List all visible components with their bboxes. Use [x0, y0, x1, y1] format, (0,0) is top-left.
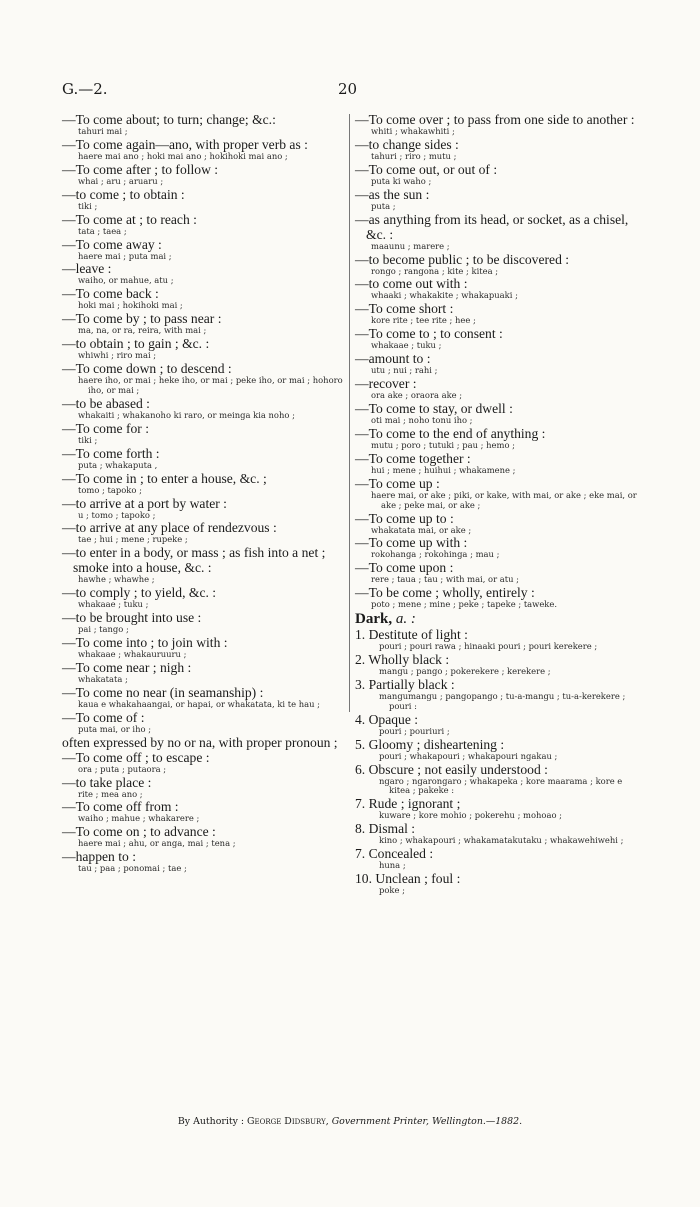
sense-english: Unclean ; foul :	[375, 871, 461, 887]
maori-translation: maaunu ; marere ;	[371, 240, 450, 251]
imprint-prefix: By Authority :	[177, 1116, 245, 1127]
maori-translation: haere mai ; puta mai ;	[78, 250, 172, 261]
english-phrase: —to be abased :	[62, 395, 150, 411]
english-phrase: —To come out, or out of :	[355, 161, 498, 177]
dictionary-entry	[62, 162, 345, 187]
dictionary-entry	[355, 560, 637, 585]
english-phrase: —To come over ; to pass from one side to another :	[355, 112, 635, 127]
english-phrase: —To come of :	[62, 709, 145, 725]
maori-translation: rokohanga ; rokohinga ; mau ;	[371, 549, 500, 560]
english-phrase: —To come by ; to pass near :	[62, 311, 222, 327]
dictionary-entry	[62, 750, 345, 775]
sense-entry	[355, 677, 637, 712]
sense-maori: ngaro ; ngarongaro ; whakapeka ; kore maarama ; kore e kitea ; pakeke :	[379, 775, 623, 796]
sense-maori: poke ;	[379, 885, 405, 896]
english-phrase: —To come about; to turn; change; &c.:	[62, 112, 276, 127]
dictionary-entry	[355, 187, 637, 212]
maori-translation: tiki ;	[78, 434, 98, 445]
dictionary-entry	[355, 351, 637, 376]
maori-translation: tahuri mai ;	[78, 126, 128, 136]
sense-maori: mangu ; pango ; pokerekere ; kerekere ;	[379, 666, 551, 677]
dictionary-entry	[355, 137, 637, 162]
dictionary-entry	[62, 660, 345, 685]
dictionary-entry	[62, 137, 345, 162]
maori-translation: whakaae ; whakauruuru ;	[78, 649, 187, 660]
maori-translation: puta mai, or iho ;	[78, 723, 152, 734]
dictionary-entry	[62, 849, 345, 874]
maori-translation: whakaiti ; whakanoho ki raro, or meinga kia noho ;	[78, 409, 295, 420]
english-phrase: —To come down ; to descend :	[62, 361, 232, 377]
english-phrase: —to become public ; to be discovered :	[355, 251, 570, 267]
dictionary-entry	[355, 376, 637, 401]
english-phrase: —To come into ; to join with :	[62, 635, 228, 651]
right-entries	[355, 112, 637, 610]
english-phrase: —leave :	[62, 261, 112, 277]
maori-translation: mutu ; poro ; tutuki ; pau ; hemo ;	[371, 439, 515, 450]
sense-english: Rude ; ignorant ;	[368, 796, 461, 812]
dictionary-entry	[62, 361, 345, 396]
maori-translation: tahuri ; riro ; mutu ;	[371, 150, 457, 161]
maori-translation: hawhe ; whawhe ;	[78, 574, 155, 585]
english-phrase: —To come after ; to follow :	[62, 161, 219, 177]
sense-number: 2.	[355, 652, 366, 668]
dictionary-entry	[62, 396, 345, 421]
dictionary-entry	[62, 775, 345, 800]
maori-translation: whaaki ; whakakite ; whakapuaki ;	[371, 290, 518, 301]
sense-line	[355, 821, 637, 836]
column-divider	[349, 114, 350, 712]
maori-translation: waiho, or mahue, atu ;	[78, 275, 174, 286]
english-phrase: —to come ; to obtain :	[62, 186, 185, 202]
maori-translation: pai ; tango ;	[78, 624, 129, 635]
english-phrase: —to arrive at any place of rendezvous :	[62, 520, 277, 536]
sense-entry	[355, 821, 637, 846]
dictionary-entry	[62, 212, 345, 237]
english-phrase: —as the sun :	[355, 186, 430, 202]
maori-translation: haere mai ano ; hoki mai ano ; hokihoki mai ano ;	[78, 150, 288, 161]
english-phrase: —To come on ; to advance :	[62, 824, 216, 840]
english-phrase: —To come up with :	[355, 535, 468, 551]
english-phrase: —To come in ; to enter a house, &c. ;	[62, 470, 267, 486]
english-phrase: —To come away :	[62, 236, 162, 252]
dictionary-entry	[355, 276, 637, 301]
sense-maori: mangumangu ; pangopango ; tu-a-mangu ; tu-a-kerekere ; pouri :	[379, 690, 626, 711]
maori-translation: utu ; nui ; rahi ;	[371, 365, 438, 376]
maori-translation: whakatata ;	[78, 673, 128, 684]
maori-translation: tau ; paa ; ponomai ; tae ;	[78, 863, 187, 874]
sense-entry	[355, 871, 637, 896]
english-phrase: —To come up to :	[355, 510, 454, 526]
maori-translation: puta ki waho ;	[371, 175, 432, 186]
english-phrase: —To come to ; to consent :	[355, 326, 503, 342]
maori-translation: kore rite ; tee rite ; hee ;	[371, 315, 476, 326]
maori-translation: haere iho, or mai ; heke iho, or mai ; peke iho, or mai ; hohoro iho, or mai ;	[78, 375, 343, 395]
sense-line	[355, 737, 637, 752]
english-phrase: —To come near ; nigh :	[62, 659, 192, 675]
sense-line	[355, 871, 637, 886]
dictionary-entry	[355, 162, 637, 187]
english-phrase: —To come again—ano, with proper verb as :	[62, 136, 308, 152]
sense-line	[355, 796, 637, 811]
dictionary-entry	[355, 585, 637, 610]
english-phrase: —to obtain ; to gain ; &c. :	[62, 336, 210, 352]
sense-english: Concealed :	[368, 846, 434, 862]
imprint-footer	[0, 1116, 700, 1127]
dictionary-entry	[62, 824, 345, 849]
maori-translation: tomo ; tapoko ;	[78, 484, 142, 495]
headword-text: Dark,	[355, 611, 393, 628]
maori-translation: whakatata mai, or ake ;	[371, 524, 472, 535]
page-reference: G.—2.	[62, 80, 108, 98]
english-phrase: —to change sides :	[355, 136, 459, 152]
maori-translation: haere mai, or ake ; piki, or kake, with mai, or ake ; eke mai, or ake ; peke mai, or ake ;	[371, 489, 637, 510]
sense-number: 7.	[355, 796, 366, 812]
english-phrase: —To come to stay, or dwell :	[355, 400, 513, 416]
english-phrase: —happen to :	[62, 849, 136, 865]
sense-line	[355, 652, 637, 667]
maori-translation: rongo ; rangona ; kite ; kitea ;	[371, 265, 499, 276]
maori-translation: whai ; aru ; aruaru ;	[78, 175, 164, 186]
dictionary-entry	[62, 471, 345, 496]
sense-maori: huna ;	[379, 860, 406, 871]
sense-number: 5.	[355, 736, 366, 752]
sense-maori: pouri ; pouri rawa ; hinaaki pouri ; pouri kerekere ;	[379, 641, 598, 652]
dictionary-entry	[62, 520, 345, 545]
right-column	[355, 112, 637, 896]
dictionary-entry	[355, 401, 637, 426]
english-phrase: —To come at ; to reach :	[62, 211, 197, 227]
dictionary-entry	[62, 496, 345, 521]
left-column	[62, 112, 345, 874]
dictionary-entry	[62, 585, 345, 610]
maori-translation: whiwhi ; riro mai ;	[78, 350, 157, 361]
sense-number: 4.	[355, 711, 366, 727]
english-phrase: —To come upon :	[355, 560, 454, 576]
sense-entry	[355, 796, 637, 821]
dictionary-entry	[355, 451, 637, 476]
sense-english: Destitute of light :	[368, 627, 468, 643]
maori-translation: haere mai ; ahu, or anga, mai ; tena ;	[78, 838, 236, 849]
maori-translation: tae ; hui ; mene ; rupeke ;	[78, 534, 188, 545]
dictionary-entry	[355, 301, 637, 326]
dictionary-entry	[62, 336, 345, 361]
dictionary-entry	[62, 421, 345, 446]
sense-entry	[355, 712, 637, 737]
sense-entry	[355, 652, 637, 677]
sense-number: 7.	[355, 846, 366, 862]
english-phrase: —To come to the end of anything :	[355, 425, 546, 441]
imprint-suffix: Government Printer, Wellington.—1882.	[331, 1116, 523, 1127]
dictionary-entry	[62, 799, 345, 824]
sense-number: 6.	[355, 761, 366, 777]
english-phrase: —to take place :	[62, 774, 152, 790]
maori-translation: waiho ; mahue ; whakarere ;	[78, 813, 200, 824]
maori-translation: hoki mai ; hokihoki mai ;	[78, 300, 183, 311]
maori-translation: poto ; mene ; mine ; peke ; tapeke ; taweke.	[371, 599, 557, 610]
sense-line	[355, 762, 637, 777]
headword-pos: a. :	[395, 611, 416, 628]
dictionary-entry	[62, 112, 345, 137]
maori-translation: puta ;	[371, 200, 396, 211]
headword-dark	[355, 611, 637, 627]
sense-english: Opaque :	[368, 711, 419, 727]
maori-translation: puta ; whakaputa ,	[78, 459, 158, 470]
dictionary-entry	[355, 326, 637, 351]
dictionary-entry	[355, 426, 637, 451]
dictionary-entry	[62, 187, 345, 212]
sense-english: Dismal :	[368, 821, 416, 837]
english-phrase: —To come off from :	[62, 799, 179, 815]
maori-translation: rere ; taua ; tau ; with mai, or atu ;	[371, 574, 520, 585]
dictionary-entry	[62, 610, 345, 635]
dictionary-entry	[62, 286, 345, 311]
english-phrase: —To come for :	[62, 420, 150, 436]
dictionary-entry	[355, 112, 637, 137]
english-phrase: —To come back :	[62, 286, 159, 302]
sense-entry	[355, 762, 637, 797]
maori-translation: ora ; puta ; putaora ;	[78, 763, 167, 774]
english-phrase: —To come up :	[355, 475, 440, 491]
dictionary-entry	[62, 446, 345, 471]
maori-translation: whakaae ; tuku ;	[371, 340, 442, 351]
english-phrase: —to enter in a body, or mass ; as fish into a net ; smoke into a house, &c. :	[62, 545, 326, 576]
english-phrase: —to comply ; to yield, &c. :	[62, 585, 217, 601]
english-phrase: —to be brought into use :	[62, 610, 202, 626]
sense-entry	[355, 846, 637, 871]
english-phrase: —amount to :	[355, 351, 431, 367]
sense-line	[355, 627, 637, 642]
english-phrase: —recover :	[355, 376, 417, 392]
english-phrase: —to arrive at a port by water :	[62, 495, 227, 511]
english-phrase: often expressed by no or na, with proper pronoun ;	[62, 734, 338, 750]
maori-translation: whiti ; whakawhiti ;	[371, 126, 455, 136]
sense-line	[355, 846, 637, 861]
dictionary-entry	[62, 735, 345, 750]
maori-translation: u ; tomo ; tapoko ;	[78, 509, 156, 520]
sense-entry	[355, 627, 637, 652]
dictionary-entry	[355, 511, 637, 536]
sense-line	[355, 677, 637, 692]
maori-translation: hui ; mene ; huihui ; whakamene ;	[371, 464, 516, 475]
maori-translation: ora ake ; oraora ake ;	[371, 390, 463, 401]
sense-english: Gloomy ; disheartening :	[368, 736, 505, 752]
sense-maori: kuware ; kore mohio ; pokerehu ; mohoao ;	[379, 810, 562, 821]
sense-entry	[355, 737, 637, 762]
imprint-printer: George Didsbury,	[247, 1116, 329, 1127]
english-phrase: —to come out with :	[355, 276, 468, 292]
english-phrase: —To come no near (in seamanship) :	[62, 684, 264, 700]
sense-maori: pouri ; pouriuri ;	[379, 725, 450, 736]
sense-number: 10.	[355, 871, 372, 887]
dictionary-entry	[355, 252, 637, 277]
dictionary-entry	[355, 212, 637, 252]
english-phrase: —To come short :	[355, 301, 454, 317]
english-phrase: —To come forth :	[62, 445, 160, 461]
sense-line	[355, 712, 637, 727]
english-phrase: —as anything from its head, or socket, as a chisel, &c. :	[355, 211, 629, 242]
maori-translation: rite ; mea ano ;	[78, 788, 143, 799]
sense-number: 1.	[355, 627, 366, 643]
dictionary-entry	[62, 635, 345, 660]
dictionary-entry	[62, 237, 345, 262]
sense-maori: pouri ; whakapouri ; whakapouri ngakau ;	[379, 750, 558, 761]
maori-translation: whakaae ; tuku ;	[78, 599, 149, 610]
sense-number: 3.	[355, 676, 366, 692]
english-phrase: —To be come ; wholly, entirely :	[355, 585, 535, 601]
sense-number: 8.	[355, 821, 366, 837]
english-phrase: —To come off ; to escape :	[62, 749, 210, 765]
sense-english: Obscure ; not easily understood :	[368, 761, 548, 777]
maori-translation: tata ; taea ;	[78, 225, 127, 236]
maori-translation: ma, na, or ra, reira, with mai ;	[78, 325, 207, 336]
dictionary-entry	[62, 685, 345, 710]
dictionary-entry	[355, 476, 637, 511]
dictionary-entry	[62, 710, 345, 735]
maori-translation: oti mai ; noho tonu iho ;	[371, 414, 473, 425]
dictionary-entry	[62, 311, 345, 336]
sense-english: Partially black :	[368, 676, 455, 692]
dictionary-entry	[355, 535, 637, 560]
page-number: 20	[338, 80, 358, 98]
maori-translation: kaua e whakahaangai, or hapai, or whakatata, ki te hau ;	[78, 698, 320, 709]
dictionary-entry	[62, 545, 345, 585]
sense-maori: kino ; whakapouri ; whakamatakutaku ; whakawehiwehi ;	[379, 835, 624, 846]
english-phrase: —To come together :	[355, 450, 471, 466]
dictionary-entry	[62, 261, 345, 286]
maori-translation: tiki ;	[78, 200, 98, 211]
dark-senses	[355, 627, 637, 896]
sense-english: Wholly black :	[368, 652, 450, 668]
